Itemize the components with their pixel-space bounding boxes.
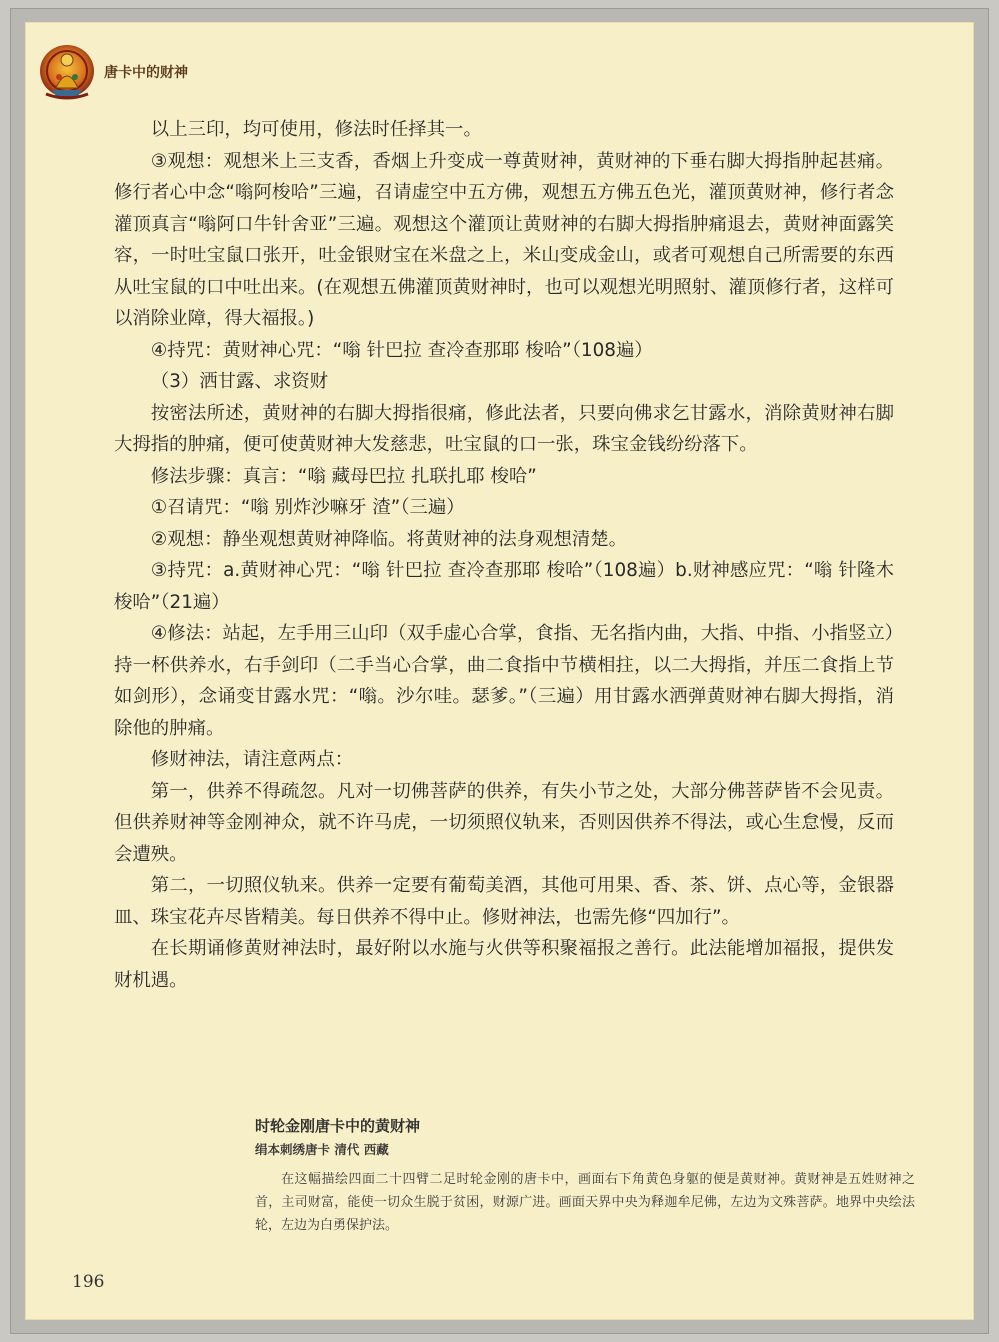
paragraph: 按密法所述，黄财神的右脚大拇指很痛，修此法者，只要向佛求乞甘露水，消除黄财神右脚大拇指的肿痛，便可使黄财神大发慈悲，吐宝鼠的口一张，珠宝金钱纷纷落下。 [114,402,894,455]
running-header [38,44,438,104]
paragraph: 修法步骤：真言：“嗡 藏母巴拉 扎联扎耶 梭哈” [150,465,537,487]
paragraph: ④持咒：黄财神心咒：“嗡 针巴拉 查冷查那耶 梭哈”（108遍） [150,339,653,361]
thangka-deity-icon [38,44,96,102]
paragraph: ③持咒：a.黄财神心咒：“嗡 针巴拉 查冷查那耶 梭哈”（108遍）b.财神感应咒：“嗡 针隆木 梭哈”（21遍） [114,560,894,613]
paragraph: ③观想：观想米上三支香，香烟上升变成一尊黄财神，黄财神的下垂右脚大拇指肿起甚痛。修行者心中念“嗡阿梭哈”三遍，召请虚空中五方佛，观想五方佛五色光，灌顶黄财神，修行者念灌顶真言“嗡阿口牛针舍亚”三遍。观想这个灌顶让黄财神的右脚大拇指肿痛退去，黄财神面露笑容，一时吐宝鼠口张开，吐金银财宝在米盘之上，米山变成金山，或者可观想自己所需要的东西从吐宝鼠的口中吐出来。(在观想五佛灌顶黄财神时，也可以观想光明照射、灌顶修行者，这样可以消除业障，得大福报。) [114,150,894,329]
paragraph: 以上三印，均可使用，修法时任择其一。 [150,119,482,140]
paragraph: 第二，一切照仪轨来。供养一定要有葡萄美酒，其他可用果、香、茶、饼、点心等，金银器皿、珠宝花卉尽皆精美。每日供养不得中止。修财神法，也需先修“四加行”。 [114,875,894,928]
paragraph: ④修法：站起，左手用三山印（双手虚心合掌，食指、无名指内曲，大指、中指、小指竖立）持一杯供养水，右手剑印（二手当心合掌，曲二食指中节横相拄，以二大拇指，并压二食指上节如剑形），念诵变甘露水咒：“嗡。沙尔哇。瑟爹。”（三遍）用甘露水洒弹黄财神右脚大拇指，消除他的肿痛。 [114,623,894,739]
caption-title: 时轮金刚唐卡中的黄财神 [255,1117,421,1135]
paragraph: 在长期诵修黄财神法时，最好附以水施与火供等积聚福报之善行。此法能增加福报，提供发财机遇。 [114,938,894,991]
paragraph: ①召请咒：“嗡 别炸沙嘛牙 渣”（三遍） [150,497,465,518]
paragraph: ②观想：静坐观想黄财神降临。将黄财神的法身观想清楚。 [150,528,628,550]
caption-body: 在这幅描绘四面二十四臂二足时轮金刚的唐卡中，画面右下角黄色身躯的便是黄财神。黄财神是五姓财神之首，主司财富，能使一切众生脱于贫困，财源广进。画面天界中央为释迦牟尼佛，左边为文殊菩萨。地界中央绘法轮，左边为白勇保护法。 [255,1172,915,1233]
paragraph: 修财神法，请注意两点： [150,749,354,770]
image-caption [255,1115,915,1237]
section-heading: （3）洒甘露、求资财 [150,371,329,392]
paragraph: 第一，供养不得疏忽。凡对一切佛菩萨的供养，有失小节之处，大部分佛菩萨皆不会见责。但供养财神等金刚神众，就不许马虎，一切须照仪轨来，否则因供养不得法，或心生怠慢，反而会遭殃。 [114,780,894,865]
running-header-title: 唐卡中的财神 [104,65,188,81]
page-number: 196 [72,1272,105,1292]
main-body-text [114,114,894,996]
caption-subtitle: 绢本刺绣唐卡 清代 西藏 [255,1142,389,1157]
